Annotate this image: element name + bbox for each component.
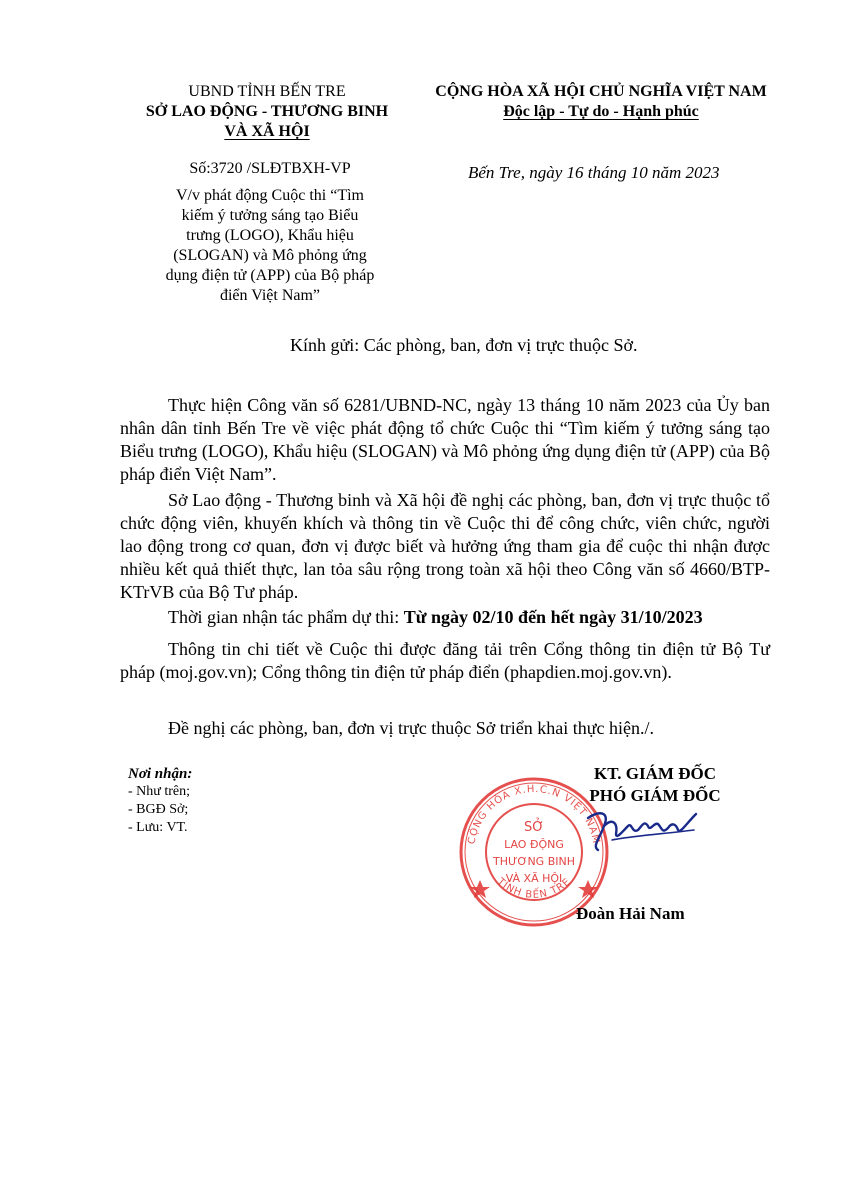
- agency-name-line1: SỞ LAO ĐỘNG - THƯƠNG BINH: [145, 103, 389, 120]
- signer-title-line2: PHÓ GIÁM ĐỐC: [589, 786, 721, 805]
- body-paragraph: [120, 638, 770, 684]
- handwritten-signature: [582, 800, 702, 856]
- seal-ring-text: CỘNG HÒA X.H.C.N VIỆT NAM: [466, 783, 602, 846]
- paragraph-text: Đề nghị các phòng, ban, đơn vị trực thuộc Sở triển khai thực hiện./.: [168, 718, 654, 738]
- motto: Độc lập - Tự do - Hạnh phúc: [503, 103, 699, 120]
- recipients-list: [128, 765, 192, 837]
- body-paragraph: [120, 489, 770, 604]
- document-number: Số:3720 /SLĐTBXH-VP: [189, 160, 351, 177]
- seal-center-line: VÀ XÃ HỘI: [505, 872, 563, 885]
- agency-name-line2: VÀ XÃ HỘI: [224, 123, 310, 140]
- submission-period: [120, 606, 770, 629]
- recipients-title: Nơi nhận:: [128, 766, 193, 782]
- paragraph-text: Sở Lao động - Thương binh và Xã hội đề nghị các phòng, ban, đơn vị trực thuộc tổ chức động viên, khuyến khích và thông tin về Cuộc thi để công chức, viên chức, người lao động trong cơ quan, đơn vị được biết và hưởng ứng tham gia để cuộc thi nhận được nhiều kết quả thiết thực, lan tỏa sâu rộng trong toàn xã hội theo Công văn số 4660/BTP-KTrVB của Bộ Tư pháp.: [120, 490, 770, 602]
- seal-center-line: LAO ĐỘNG: [504, 838, 564, 851]
- paragraph-text: Thực hiện Công văn số 6281/UBND-NC, ngày 13 tháng 10 năm 2023 của Ủy ban nhân dân tỉnh Bến Tre về việc phát động tổ chức Cuộc thi “Tìm kiếm ý tưởng sáng tạo Biểu trưng (LOGO), Khẩu hiệu (SLOGAN) và Mô phỏng ứng dụng điện tử (APP) của Bộ pháp điển Việt Nam”.: [120, 395, 770, 484]
- country-name: CỘNG HÒA XÃ HỘI CHỦ NGHĨA VIỆT NAM: [435, 83, 767, 100]
- period-label: Thời gian nhận tác phẩm dự thi:: [168, 607, 404, 627]
- subject-line: (SLOGAN) và Mô phỏng ứng: [173, 247, 367, 264]
- period-value: Từ ngày 02/10 đến hết ngày 31/10/2023: [403, 607, 703, 627]
- paragraph-text: Thông tin chi tiết về Cuộc thi được đăng tải trên Cổng thông tin điện tử Bộ Tư pháp (moj.gov.vn); Cổng thông tin điện tử pháp điển (phapdien.moj.gov.vn).: [120, 639, 770, 682]
- seal-center-line: THƯƠNG BINH: [492, 855, 576, 868]
- subject-line: V/v phát động Cuộc thi “Tìm: [176, 187, 364, 204]
- date-line: Bến Tre, ngày 16 tháng 10 năm 2023: [468, 163, 720, 182]
- recipient-item: - BGĐ Sở;: [128, 802, 189, 817]
- signer-name: Đoàn Hải Nam: [576, 904, 685, 923]
- national-motto-block: [412, 82, 790, 122]
- seal-center-line: SỞ: [523, 820, 545, 835]
- body-paragraph: [120, 394, 770, 486]
- subject-line: trưng (LOGO), Khẩu hiệu: [186, 227, 354, 244]
- subject-line: điển Việt Nam”: [219, 287, 321, 304]
- body-paragraph: [120, 717, 770, 740]
- subject-line: dụng điện tử (APP) của Bộ pháp: [165, 267, 375, 284]
- seal-bottom-text: TỈNH BẾN TRE: [494, 876, 574, 901]
- recipient-item: - Lưu: VT.: [128, 820, 188, 835]
- subject-line: kiếm ý tưởng sáng tạo Biểu: [181, 207, 359, 224]
- recipient-item: - Như trên;: [128, 784, 191, 799]
- addressee-line: Kính gửi: Các phòng, ban, đơn vị trực thuộc Sở.: [290, 335, 638, 355]
- agency-parent: UBND TỈNH BẾN TRE: [188, 83, 346, 100]
- document-subject: [150, 186, 390, 306]
- issuing-agency-block: [118, 82, 416, 142]
- signer-title-line1: KT. GIÁM ĐỐC: [594, 764, 716, 783]
